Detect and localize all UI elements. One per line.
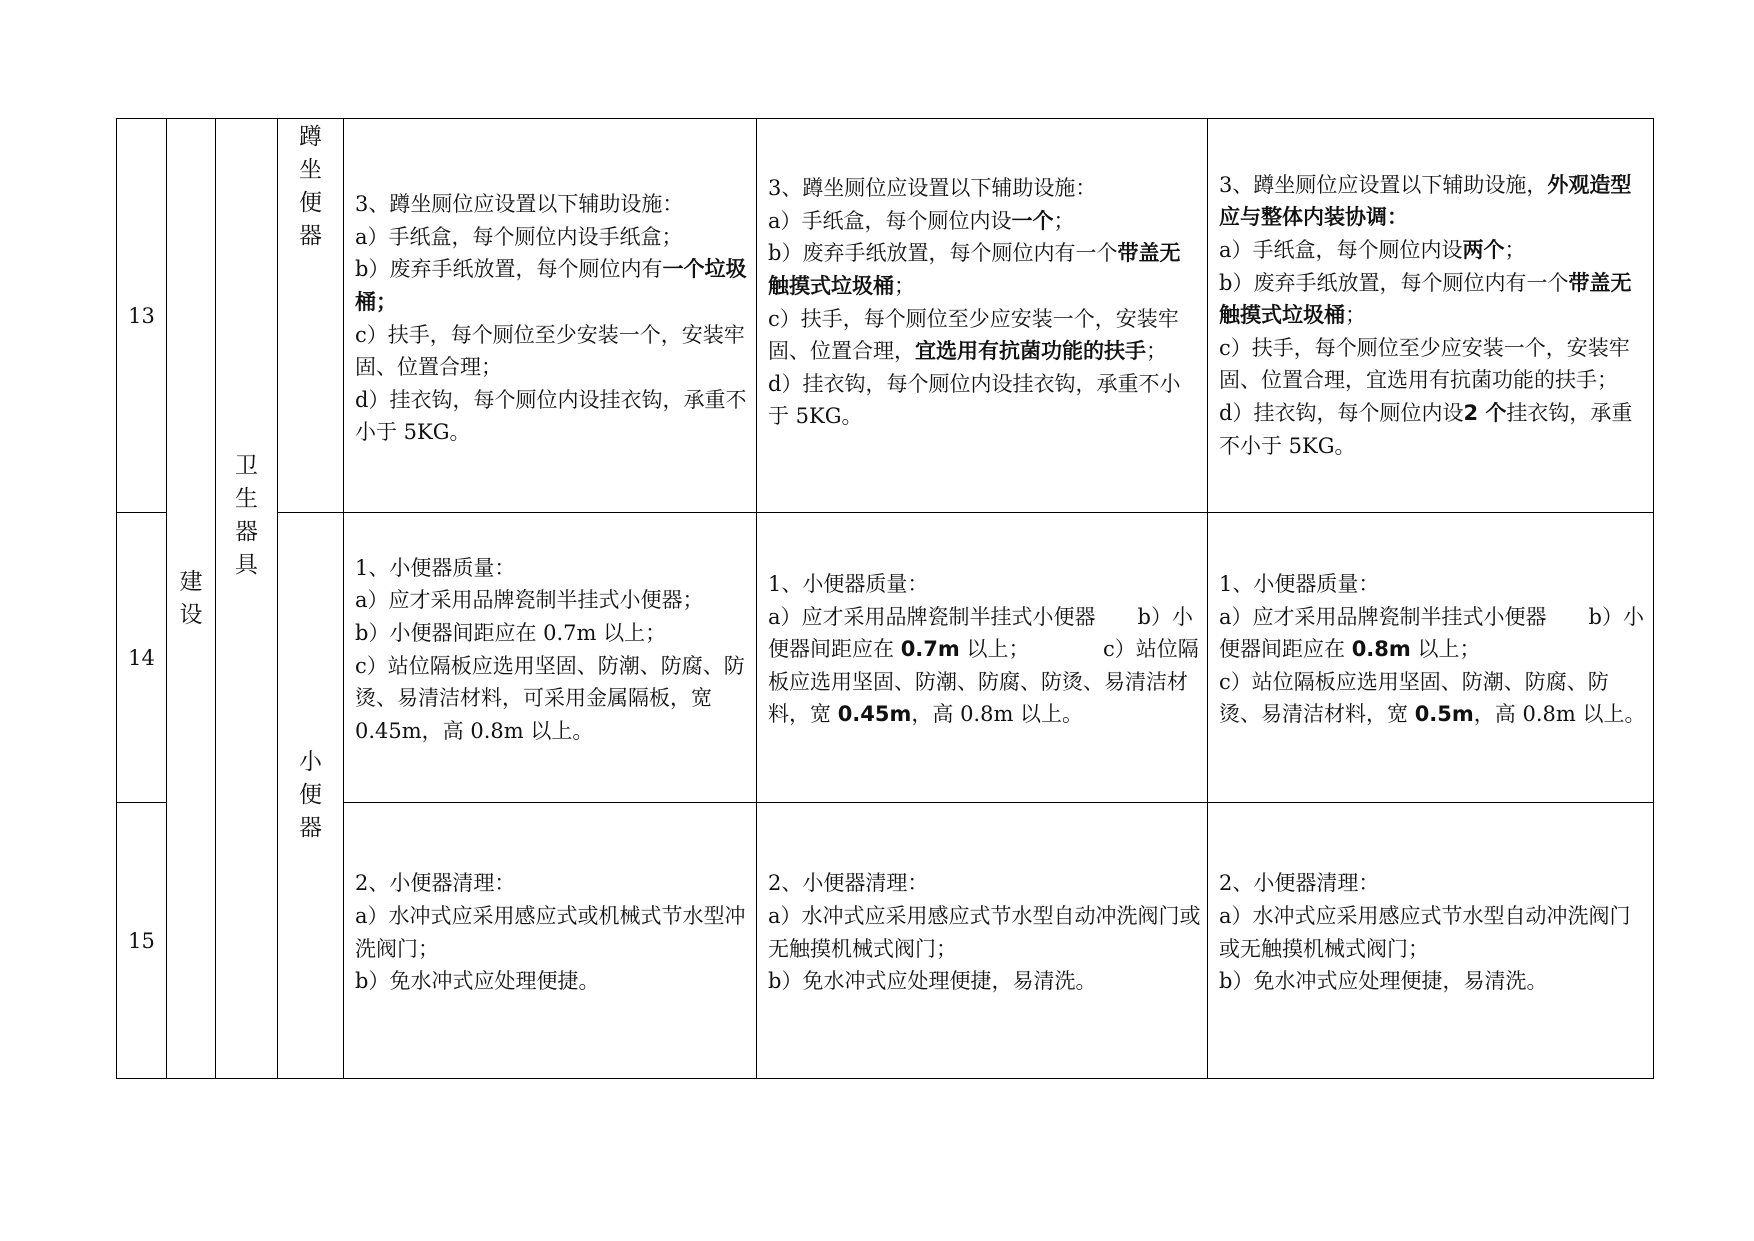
table-row [117, 803, 1654, 1079]
requirement-cell-basic: 2、小便器清理： a）水冲式应采用感应式或机械式节水型冲洗阀门； b）免水冲式应处理便捷。 [344, 803, 757, 1079]
table-row [117, 119, 1654, 513]
requirement-cell-basic: 1、小便器质量： a）应才采用品牌瓷制半挂式小便器； b）小便器间距应在 0.7m 以上； c）站位隔板应选用坚固、防潮、防腐、防烫、易清洁材料，可采用金属隔板，宽 0.45m，高 0.8m 以上。 [344, 513, 757, 803]
requirement-cell-mid: 2、小便器清理： a）水冲式应采用感应式节水型自动冲洗阀门或无触摸机械式阀门； b）免水冲式应处理便捷，易清洗。 [757, 803, 1208, 1079]
category-cell: 建 设 [167, 119, 216, 1079]
table-row [117, 513, 1654, 803]
standards-table [116, 118, 1654, 1079]
row-number: 15 [117, 803, 167, 1079]
requirement-cell-mid: 1、小便器质量： a）应才采用品牌瓷制半挂式小便器 b）小便器间距应在 0.7m 以上； c）站位隔板应选用坚固、防潮、防腐、防烫、易清洁材料，宽 0.45m，高 0.8m 以上。 [757, 513, 1208, 803]
item-cell-xiaobian: 小 便 器 [278, 513, 344, 1079]
requirement-cell-high: 3、蹲坐厕位应设置以下辅助设施，外观造型应与整体内装协调： a）手纸盒，每个厕位内设两个； b）废弃手纸放置，每个厕位内有一个带盖无触摸式垃圾桶； c）扶手，每个厕位至少应安装一个，安装牢固、位置合理，宜选用有抗菌功能的扶手； d）挂衣钩，每个厕位内设2 个挂衣钩，承重不小于 5KG。 [1208, 119, 1654, 513]
row-number: 14 [117, 513, 167, 803]
subcategory-cell: 卫 生 器 具 [216, 119, 278, 1079]
requirement-cell-high: 2、小便器清理： a）水冲式应采用感应式节水型自动冲洗阀门或无触摸机械式阀门； b）免水冲式应处理便捷，易清洗。 [1208, 803, 1654, 1079]
item-cell-dunzuo: 蹲 坐 便 器 [278, 119, 344, 513]
requirement-cell-high: 1、小便器质量： a）应才采用品牌瓷制半挂式小便器 b）小便器间距应在 0.8m 以上； c）站位隔板应选用坚固、防潮、防腐、防烫、易清洁材料，宽 0.5m，高 0.8m 以上。 [1208, 513, 1654, 803]
row-number: 13 [117, 119, 167, 513]
requirement-cell-basic: 3、蹲坐厕位应设置以下辅助设施： a）手纸盒，每个厕位内设手纸盒； b）废弃手纸放置，每个厕位内有一个垃圾桶； c）扶手，每个厕位至少安装一个，安装牢固、位置合理； d）挂衣钩，每个厕位内设挂衣钩，承重不小于 5KG。 [344, 119, 757, 513]
requirement-cell-mid: 3、蹲坐厕位应设置以下辅助设施： a）手纸盒，每个厕位内设一个； b）废弃手纸放置，每个厕位内有一个带盖无触摸式垃圾桶； c）扶手，每个厕位至少应安装一个，安装牢固、位置合理，宜选用有抗菌功能的扶手； d）挂衣钩，每个厕位内设挂衣钩，承重不小于 5KG。 [757, 119, 1208, 513]
